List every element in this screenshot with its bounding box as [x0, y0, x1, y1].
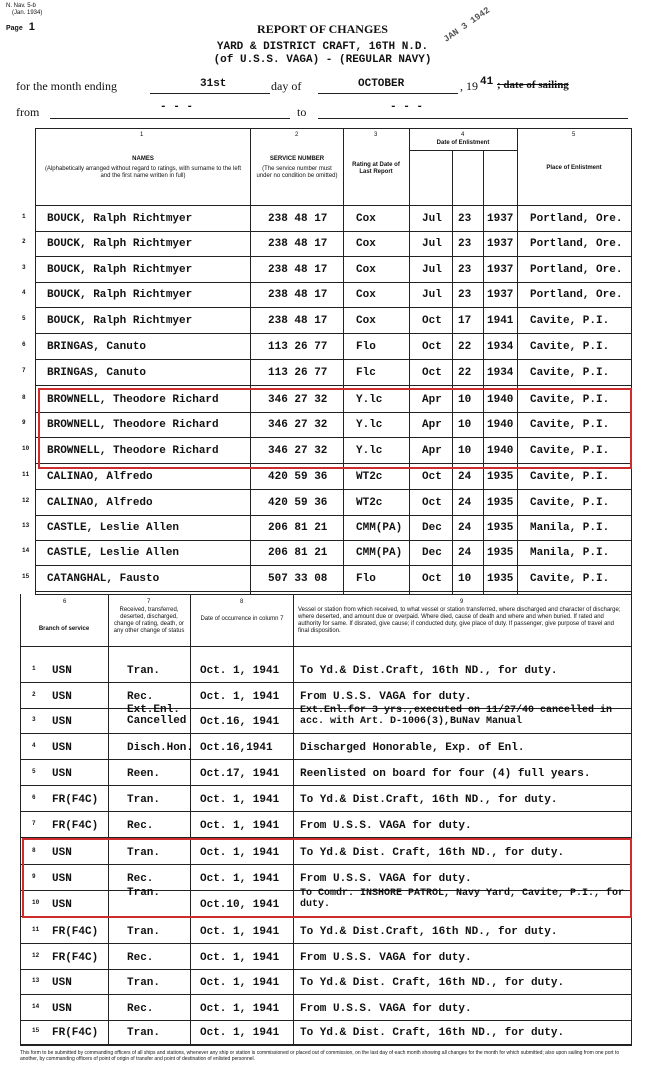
enlist-year-cell: 1935	[487, 497, 514, 509]
col-header-names: NAMES	[132, 156, 154, 162]
change-cell: Ext.Enl. Cancelled	[127, 704, 187, 727]
service-number-cell: 238 48 17	[268, 238, 328, 250]
enlist-place-cell: Manila, P.I.	[530, 547, 610, 559]
name-cell: BROWNELL, Theodore Richard	[47, 419, 219, 431]
enlist-day-cell: 24	[458, 471, 472, 483]
year-prefix: , 19	[460, 79, 478, 93]
enlist-place-cell: Cavite, P.I.	[530, 419, 610, 431]
name-cell: BOUCK, Ralph Richtmyer	[47, 213, 193, 225]
row-rule	[35, 231, 632, 232]
row-index: 1	[32, 665, 36, 672]
col-rule	[483, 150, 484, 594]
enlist-place-cell: Portland, Ore.	[530, 289, 623, 301]
service-number-cell: 238 48 17	[268, 213, 328, 225]
enlist-place-cell: Manila, P.I.	[530, 522, 610, 534]
struck-text: ; date of sailing	[497, 79, 569, 91]
rule	[318, 118, 628, 119]
row-index: 1	[22, 213, 26, 220]
row-index: 14	[32, 1003, 40, 1010]
name-cell: BOUCK, Ralph Richtmyer	[47, 238, 193, 250]
received-stamp: JAN 3 1942	[442, 5, 492, 45]
enlist-place-cell: Portland, Ore.	[530, 238, 623, 250]
date-cell: Oct. 1, 1941	[200, 665, 280, 677]
enlist-place-cell: Cavite, P.I.	[530, 497, 610, 509]
service-number-cell: 238 48 17	[268, 264, 328, 276]
row-rule	[20, 811, 632, 812]
date-cell: Oct. 1, 1941	[200, 847, 280, 859]
col-rule	[35, 128, 36, 594]
date-cell: Oct. 1, 1941	[200, 794, 280, 806]
branch-cell: USN	[52, 873, 72, 885]
col-num: 7	[147, 599, 151, 605]
enlist-day-cell: 10	[458, 445, 472, 457]
col-num: 2	[295, 132, 299, 138]
enlist-year-cell: 1935	[487, 522, 514, 534]
service-number-cell: 346 27 32	[268, 445, 328, 457]
enlist-year-cell: 1940	[487, 445, 514, 457]
change-cell: Disch.Hon.	[127, 742, 194, 754]
row-index: 5	[22, 315, 26, 322]
name-cell: CASTLE, Leslie Allen	[47, 547, 180, 559]
remarks-cell: To Comdr. INSHORE PATROL, Navy Yard, Cavite, P.I., for duty.	[300, 888, 625, 910]
enlist-month-cell: Oct	[422, 497, 442, 509]
branch-cell: USN	[52, 742, 72, 754]
highlight-box-top	[38, 388, 632, 469]
col-rule	[517, 128, 518, 594]
enlist-place-cell: Portland, Ore.	[530, 264, 623, 276]
rating-cell: Y.lc	[356, 445, 383, 457]
name-cell: BROWNELL, Theodore Richard	[47, 394, 219, 406]
rating-cell: WT2c	[356, 497, 383, 509]
row-index: 6	[32, 794, 36, 801]
row-index: 11	[22, 471, 30, 478]
name-cell: CATANGHAL, Fausto	[47, 573, 160, 585]
row-index: 15	[32, 1027, 40, 1034]
row-index: 5	[32, 768, 36, 775]
row-index: 2	[22, 238, 26, 245]
enlist-year-cell: 1934	[487, 367, 514, 379]
enlist-month-cell: Oct	[422, 315, 442, 327]
date-cell: Oct.10, 1941	[200, 899, 280, 911]
row-index: 7	[32, 820, 36, 827]
change-cell: Reen.	[127, 768, 161, 780]
row-rule	[35, 515, 632, 516]
name-cell: BOUCK, Ralph Richtmyer	[47, 264, 193, 276]
row-index: 14	[22, 547, 30, 554]
rating-cell: Cox	[356, 315, 376, 327]
date-cell: Oct. 1, 1941	[200, 952, 280, 964]
row-index: 15	[22, 573, 30, 580]
name-cell: BRINGAS, Canuto	[47, 367, 147, 379]
day-label: day of	[271, 79, 302, 93]
row-rule	[35, 359, 632, 360]
rating-cell: Cox	[356, 264, 376, 276]
row-rule	[20, 785, 632, 786]
enlist-day-cell: 23	[458, 264, 472, 276]
change-cell: Tran.	[127, 847, 161, 859]
col-rule	[250, 128, 251, 594]
form-date: (Jan. 1934)	[12, 10, 43, 16]
row-index: 8	[22, 394, 26, 401]
col-rule	[343, 128, 344, 594]
col-rule	[452, 150, 453, 594]
table-border	[20, 1045, 632, 1046]
service-number-cell: 206 81 21	[268, 522, 328, 534]
change-cell: Rec.	[127, 873, 154, 885]
table-border	[35, 128, 632, 129]
branch-cell: FR(F4C)	[52, 952, 99, 964]
col-rule	[409, 150, 517, 151]
change-cell: Rec.	[127, 952, 154, 964]
name-cell: BRINGAS, Canuto	[47, 341, 147, 353]
col-rule	[108, 594, 109, 1045]
col-num: 1	[140, 132, 144, 138]
branch-cell: USN	[52, 977, 72, 989]
service-number-cell: 238 48 17	[268, 289, 328, 301]
rating-cell: Flo	[356, 573, 376, 585]
enlist-place-cell: Portland, Ore.	[530, 213, 623, 225]
change-cell: Tran.	[127, 926, 161, 938]
row-rule	[20, 943, 632, 944]
enlist-year-cell: 1935	[487, 471, 514, 483]
highlight-box-bottom	[22, 838, 632, 918]
remarks-cell: From U.S.S. VAGA for duty.	[300, 952, 472, 964]
branch-cell: USN	[52, 665, 72, 677]
enlist-day-cell: 24	[458, 547, 472, 559]
row-index: 8	[32, 847, 36, 854]
remarks-cell: From U.S.S. VAGA for duty.	[300, 1003, 472, 1015]
enlist-year-cell: 1937	[487, 213, 514, 225]
col-rule	[631, 128, 632, 594]
change-cell: Tran.	[127, 794, 161, 806]
row-index: 13	[22, 522, 30, 529]
change-cell: Rec.	[127, 820, 154, 832]
enlist-year-cell: 1937	[487, 264, 514, 276]
branch-cell: USN	[52, 899, 72, 911]
remarks-cell: From U.S.S. VAGA for duty.	[300, 691, 472, 703]
enlist-month-cell: Oct	[422, 367, 442, 379]
footer-note: This form to be submitted by commanding officers of all ships and stations, whenever any ship or station is commissioned or placed out of commission, on the last day of each month showing all changes for the month for which submitted; also upon sailing from one port to another, by commanding officers of point of origin of transfer and point of destination of enlisted personnel.	[20, 1050, 620, 1062]
enlist-year-cell: 1940	[487, 419, 514, 431]
rule	[50, 118, 290, 119]
col-header-date: Date of occurrence in column 7	[200, 616, 284, 622]
enlist-month-cell: Jul	[422, 264, 442, 276]
service-number-cell: 346 27 32	[268, 394, 328, 406]
subtitle-2: (of U.S.S. VAGA) - (REGULAR NAVY)	[213, 54, 432, 66]
branch-cell: USN	[52, 847, 72, 859]
enlist-place-cell: Cavite, P.I.	[530, 573, 610, 585]
col-header-names-sub: (Alphabetically arranged without regard to ratings, with surname to the left and the first name written in full)	[44, 166, 242, 179]
remarks-cell: Reenlisted on board for four (4) full years.	[300, 768, 591, 780]
year-value: 41	[480, 76, 494, 88]
enlist-day-cell: 23	[458, 213, 472, 225]
col-header-change: Received, transferred, deserted, discharged, change of rating, death, or any other change of status	[113, 607, 185, 634]
enlist-day-cell: 10	[458, 573, 472, 585]
date-cell: Oct. 1, 1941	[200, 926, 280, 938]
col-rule	[190, 594, 191, 1045]
branch-cell: FR(F4C)	[52, 820, 99, 832]
enlist-day-cell: 23	[458, 289, 472, 301]
enlist-year-cell: 1937	[487, 289, 514, 301]
date-cell: Oct. 1, 1941	[200, 1003, 280, 1015]
col-header-service: SERVICE NUMBER	[269, 156, 325, 162]
enlist-year-cell: 1935	[487, 547, 514, 559]
date-cell: Oct. 1, 1941	[200, 691, 280, 703]
col-rule	[409, 128, 410, 594]
enlist-month-cell: Apr	[422, 394, 442, 406]
rule	[150, 93, 270, 94]
enlist-day-cell: 24	[458, 497, 472, 509]
row-index: 3	[22, 264, 26, 271]
row-index: 10	[22, 445, 30, 452]
name-cell: CALINAO, Alfredo	[47, 471, 153, 483]
date-cell: Oct. 1, 1941	[200, 1027, 280, 1039]
enlist-day-cell: 17	[458, 315, 472, 327]
date-cell: Oct.16,1941	[200, 742, 273, 754]
row-rule	[35, 307, 632, 308]
table-border	[20, 646, 632, 647]
row-index: 10	[32, 899, 40, 906]
enlist-place-cell: Cavite, P.I.	[530, 367, 610, 379]
remarks-cell: Ext.Enl.for 3 yrs.,executed on 11/27/40 cancelled in acc. with Art. D-1006(3),BuNav Manual	[300, 705, 613, 727]
page-title: REPORT OF CHANGES	[257, 22, 388, 36]
remarks-cell: From U.S.S. VAGA for duty.	[300, 820, 472, 832]
enlist-month-cell: Jul	[422, 238, 442, 250]
row-rule	[35, 540, 632, 541]
name-cell: BOUCK, Ralph Richtmyer	[47, 289, 193, 301]
enlist-day-cell: 23	[458, 238, 472, 250]
col-header-branch: Branch of service	[38, 626, 90, 632]
day-value: 31st	[200, 78, 227, 90]
rule	[318, 93, 458, 94]
row-index: 12	[22, 497, 30, 504]
branch-cell: USN	[52, 716, 72, 728]
enlist-month-cell: Apr	[422, 445, 442, 457]
col-num: 9	[460, 599, 464, 605]
branch-cell: FR(F4C)	[52, 926, 99, 938]
remarks-cell: To Yd.& Dist. Craft, 16th ND., for duty.	[300, 847, 565, 859]
row-rule	[35, 565, 632, 566]
change-cell: Tran.	[127, 887, 161, 899]
remarks-cell: To Yd.& Dist.Craft, 16th ND., for duty.	[300, 926, 558, 938]
service-number-cell: 420 59 36	[268, 471, 328, 483]
enlist-day-cell: 24	[458, 522, 472, 534]
name-cell: CASTLE, Leslie Allen	[47, 522, 180, 534]
col-header-place: Place of Enlistment	[546, 165, 602, 171]
col-num: 3	[374, 132, 378, 138]
row-rule	[20, 733, 632, 734]
enlist-day-cell: 10	[458, 394, 472, 406]
date-cell: Oct.17, 1941	[200, 768, 280, 780]
name-cell: CALINAO, Alfredo	[47, 497, 153, 509]
enlist-day-cell: 22	[458, 341, 472, 353]
enlist-day-cell: 22	[458, 367, 472, 379]
rating-cell: Cox	[356, 289, 376, 301]
row-rule	[20, 994, 632, 995]
enlist-month-cell: Jul	[422, 213, 442, 225]
to-label: to	[297, 105, 307, 119]
subtitle-1: YARD & DISTRICT CRAFT, 16TH N.D.	[216, 41, 429, 53]
rating-cell: Y.lc	[356, 394, 383, 406]
row-rule	[20, 759, 632, 760]
row-rule	[20, 1044, 632, 1045]
enlist-place-cell: Cavite, P.I.	[530, 394, 610, 406]
change-cell: Tran.	[127, 665, 161, 677]
row-rule	[35, 591, 632, 592]
remarks-cell: To Yd.& Dist.Craft, 16th ND., for duty.	[300, 665, 558, 677]
enlist-month-cell: Oct	[422, 471, 442, 483]
row-index: 4	[22, 289, 26, 296]
enlist-month-cell: Oct	[422, 573, 442, 585]
row-rule	[35, 256, 632, 257]
date-cell: Oct. 1, 1941	[200, 977, 280, 989]
row-rule	[35, 385, 632, 386]
enlist-year-cell: 1934	[487, 341, 514, 353]
row-index: 11	[32, 926, 40, 933]
date-cell: Oct.16, 1941	[200, 716, 280, 728]
row-index: 2	[32, 691, 36, 698]
row-rule	[20, 1020, 632, 1021]
table-border	[35, 594, 632, 595]
to-value: - - -	[390, 101, 424, 113]
col-header-remarks: Vessel or station from which received, to what vessel or station transferred, where discharged and character of discharge; where deserted, and amount due or overpaid. Where died, cause of death and where and when buried. If rated and authority for same. If disrated, give cause; if conducted duty, give place of duty. If passenger, give purpose of travel and final disposition.	[298, 607, 621, 634]
branch-cell: USN	[52, 768, 72, 780]
change-cell: Tran.	[127, 1027, 161, 1039]
remarks-cell: Discharged Honorable, Exp. of Enl.	[300, 742, 525, 754]
enlist-year-cell: 1935	[487, 573, 514, 585]
enlist-month-cell: Jul	[422, 289, 442, 301]
change-cell: Rec.	[127, 1003, 154, 1015]
col-header-enlistment: Date of Enlistment	[436, 140, 490, 146]
branch-cell: FR(F4C)	[52, 794, 99, 806]
enlist-place-cell: Cavite, P.I.	[530, 341, 610, 353]
date-cell: Oct. 1, 1941	[200, 873, 280, 885]
service-number-cell: 113 26 77	[268, 367, 328, 379]
enlist-year-cell: 1937	[487, 238, 514, 250]
col-num: 6	[63, 599, 67, 605]
col-rule	[631, 594, 632, 1045]
from-value: - - -	[160, 101, 194, 113]
enlist-place-cell: Cavite, P.I.	[530, 471, 610, 483]
table-border	[35, 205, 632, 206]
enlist-month-cell: Oct	[422, 341, 442, 353]
branch-cell: USN	[52, 1003, 72, 1015]
branch-cell: FR(F4C)	[52, 1027, 99, 1039]
service-number-cell: 206 81 21	[268, 547, 328, 559]
row-index: 9	[32, 873, 36, 880]
service-number-cell: 113 26 77	[268, 341, 328, 353]
rating-cell: Y.lc	[356, 419, 383, 431]
name-cell: BROWNELL, Theodore Richard	[47, 445, 219, 457]
col-num: 8	[240, 599, 244, 605]
service-number-cell: 346 27 32	[268, 419, 328, 431]
row-index: 3	[32, 716, 36, 723]
row-index: 9	[22, 419, 26, 426]
col-header-service-sub: (The service number must under no condition be omitted)	[256, 166, 338, 179]
remarks-cell: From U.S.S. VAGA for duty.	[300, 873, 472, 885]
service-number-cell: 420 59 36	[268, 497, 328, 509]
remarks-cell: To Yd.& Dist. Craft, 16th ND., for duty.	[300, 977, 565, 989]
page-number: 1	[28, 21, 35, 33]
row-index: 7	[22, 367, 26, 374]
rating-cell: Flc	[356, 367, 376, 379]
service-number-cell: 238 48 17	[268, 315, 328, 327]
rating-cell: WT2c	[356, 471, 383, 483]
row-rule	[35, 489, 632, 490]
col-rule	[293, 594, 294, 1045]
rating-cell: CMM(PA)	[356, 547, 403, 559]
col-num: 5	[572, 132, 576, 138]
rating-cell: Flo	[356, 341, 376, 353]
col-rule	[20, 594, 21, 1045]
rating-cell: Cox	[356, 238, 376, 250]
date-cell: Oct. 1, 1941	[200, 820, 280, 832]
change-cell: Rec.	[127, 691, 154, 703]
remarks-cell: To Yd.& Dist. Craft, 16th ND., for duty.	[300, 1027, 565, 1039]
col-header-rating: Rating at Date of Last Report	[352, 162, 400, 175]
remarks-cell: To Yd.& Dist.Craft, 16th ND., for duty.	[300, 794, 558, 806]
change-cell: Tran.	[127, 977, 161, 989]
row-rule	[35, 282, 632, 283]
col-num: 4	[461, 132, 465, 138]
enlist-day-cell: 10	[458, 419, 472, 431]
rating-cell: CMM(PA)	[356, 522, 403, 534]
row-index: 12	[32, 952, 40, 959]
enlist-year-cell: 1940	[487, 394, 514, 406]
row-index: 4	[32, 742, 36, 749]
enlist-month-cell: Apr	[422, 419, 442, 431]
enlist-place-cell: Cavite, P.I.	[530, 445, 610, 457]
page-label-text: Page	[6, 25, 23, 32]
row-rule	[20, 682, 632, 683]
row-index: 13	[32, 977, 40, 984]
row-rule	[35, 333, 632, 334]
enlist-month-cell: Dec	[422, 547, 442, 559]
enlist-month-cell: Dec	[422, 522, 442, 534]
month-label: for the month ending	[16, 79, 117, 93]
name-cell: BOUCK, Ralph Richtmyer	[47, 315, 193, 327]
row-rule	[20, 969, 632, 970]
row-index: 6	[22, 341, 26, 348]
service-number-cell: 507 33 08	[268, 573, 328, 585]
rating-cell: Cox	[356, 213, 376, 225]
enlist-place-cell: Cavite, P.I.	[530, 315, 610, 327]
form-id: N. Nav. 5-b	[6, 3, 36, 9]
enlist-year-cell: 1941	[487, 315, 514, 327]
from-label: from	[16, 105, 40, 119]
month-value: OCTOBER	[358, 78, 405, 90]
branch-cell: USN	[52, 691, 72, 703]
